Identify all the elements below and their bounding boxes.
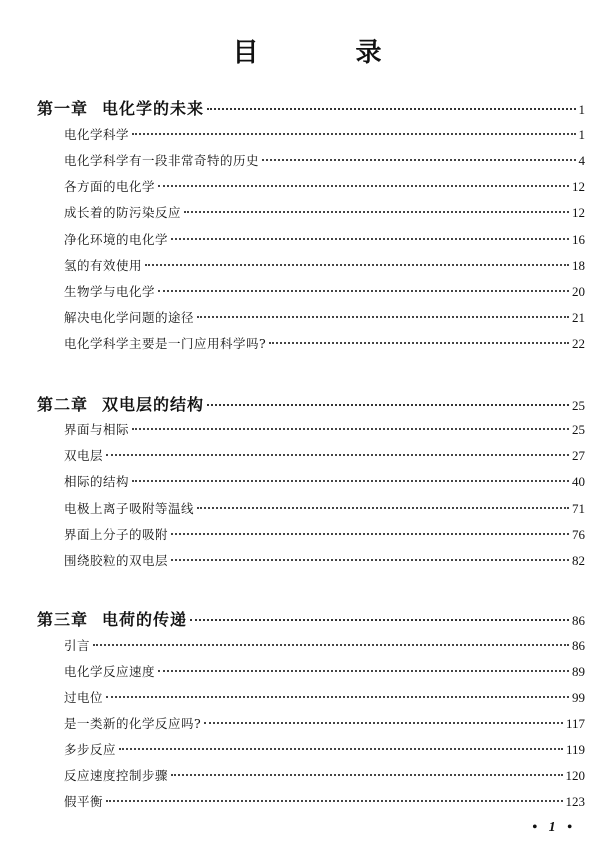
section-entry[interactable] — [64, 636, 585, 654]
dot-leader — [158, 670, 569, 672]
dot-leader — [207, 108, 575, 110]
section-title: 各方面的电化学 — [64, 179, 156, 194]
section-title: 生物学与电化学 — [64, 284, 156, 299]
section-title: 过电位 — [64, 690, 104, 705]
dot-leader — [106, 454, 569, 456]
section-entry[interactable] — [64, 151, 585, 169]
section-entry[interactable] — [64, 472, 585, 490]
page-number: 1 — [578, 127, 585, 142]
section-entry[interactable] — [64, 446, 585, 464]
section-entry[interactable] — [64, 420, 585, 438]
dot-leader — [184, 211, 569, 213]
section-title: 引言 — [64, 638, 91, 653]
dot-leader — [132, 480, 569, 482]
chapter-title: 电化学的未来 — [102, 99, 205, 118]
section-entry[interactable] — [64, 203, 585, 221]
page-number: 4 — [578, 153, 585, 168]
section-entry[interactable] — [64, 525, 585, 543]
dot-leader — [269, 342, 569, 344]
page-number: 82 — [572, 553, 585, 568]
page-number: 86 — [572, 638, 585, 653]
page-number: 89 — [572, 664, 585, 679]
page-number: 21 — [572, 310, 585, 325]
section-title: 假平衡 — [64, 794, 104, 809]
page-number: 25 — [572, 398, 585, 413]
section-entry[interactable] — [64, 740, 585, 758]
page-number: 1 — [578, 102, 585, 117]
dot-leader — [132, 428, 569, 430]
dot-leader — [204, 722, 563, 724]
section-title: 成长着的防污染反应 — [64, 205, 182, 220]
section-entry[interactable] — [64, 308, 585, 326]
section-entry[interactable] — [64, 282, 585, 300]
dot-leader — [171, 238, 569, 240]
section-title: 电化学科学主要是一门应用科学吗? — [64, 336, 267, 351]
section-title: 双电层 — [64, 448, 104, 463]
page-title: 目 录 — [232, 38, 426, 68]
page-number: 76 — [572, 527, 585, 542]
section-title: 相际的结构 — [64, 474, 130, 489]
dot-leader — [171, 533, 569, 535]
page-number: 86 — [572, 613, 585, 628]
dot-leader — [145, 264, 569, 266]
page-folio: • 1 • — [532, 820, 576, 835]
page-number: 12 — [572, 205, 585, 220]
page-number: 20 — [572, 284, 585, 299]
dot-leader — [171, 559, 569, 561]
page-number: 12 — [572, 179, 585, 194]
section-entry[interactable] — [64, 551, 585, 569]
section-title: 电极上离子吸附等温线 — [64, 501, 195, 516]
section-title: 电化学科学 — [64, 127, 130, 142]
section-title: 是一类新的化学反应吗? — [64, 716, 202, 731]
section-title: 围绕胶粒的双电层 — [64, 553, 169, 568]
section-title: 电化学反应速度 — [64, 664, 156, 679]
page-number: 18 — [572, 258, 585, 273]
dot-leader — [158, 185, 569, 187]
section-entry[interactable] — [64, 714, 585, 732]
chapter-title: 电荷的传递 — [102, 610, 188, 629]
section-title: 多步反应 — [64, 742, 117, 757]
dot-leader — [262, 159, 575, 161]
dot-leader — [119, 748, 563, 750]
section-entry[interactable] — [64, 256, 585, 274]
chapter-title: 双电层的结构 — [102, 395, 205, 414]
section-entry[interactable] — [64, 792, 585, 810]
chapter-2-entry[interactable] — [37, 392, 585, 415]
page-number: 40 — [572, 474, 585, 489]
dot-leader — [106, 696, 569, 698]
section-entry[interactable] — [64, 230, 585, 248]
section-entry[interactable] — [64, 499, 585, 517]
dot-leader — [197, 507, 569, 509]
dot-leader — [197, 316, 569, 318]
section-title: 解决电化学问题的途径 — [64, 310, 195, 325]
dot-leader — [171, 774, 562, 776]
page-number: 25 — [572, 422, 585, 437]
section-entry[interactable] — [64, 662, 585, 680]
section-title: 界面上分子的吸附 — [64, 527, 169, 542]
section-entry[interactable] — [64, 125, 585, 143]
section-entry[interactable] — [64, 688, 585, 706]
section-title: 界面与相际 — [64, 422, 130, 437]
page-number: 123 — [565, 794, 585, 809]
dot-leader — [207, 404, 569, 406]
page-number: 99 — [572, 690, 585, 705]
section-entry[interactable] — [64, 177, 585, 195]
page-number: 120 — [565, 768, 585, 783]
page-number: 16 — [572, 232, 585, 247]
section-title: 净化环境的电化学 — [64, 232, 169, 247]
chapter-3-entry[interactable] — [37, 607, 585, 630]
dot-leader — [132, 133, 575, 135]
page-number: 71 — [572, 501, 585, 516]
section-entry[interactable] — [64, 766, 585, 784]
page-number: 27 — [572, 448, 585, 463]
chapter-label: 第三章 — [37, 610, 89, 629]
section-entry[interactable] — [64, 334, 585, 352]
section-title: 氢的有效使用 — [64, 258, 143, 273]
chapter-label: 第二章 — [37, 395, 89, 414]
section-title: 电化学科学有一段非常奇特的历史 — [64, 153, 260, 168]
page-number: 22 — [572, 336, 585, 351]
chapter-1-entry[interactable] — [37, 96, 585, 119]
chapter-label: 第一章 — [37, 99, 89, 118]
section-title: 反应速度控制步骤 — [64, 768, 169, 783]
dot-leader — [158, 290, 569, 292]
dot-leader — [190, 619, 569, 621]
dot-leader — [106, 800, 562, 802]
page-number: 117 — [565, 716, 585, 731]
dot-leader — [93, 644, 569, 646]
page-number: 119 — [565, 742, 585, 757]
